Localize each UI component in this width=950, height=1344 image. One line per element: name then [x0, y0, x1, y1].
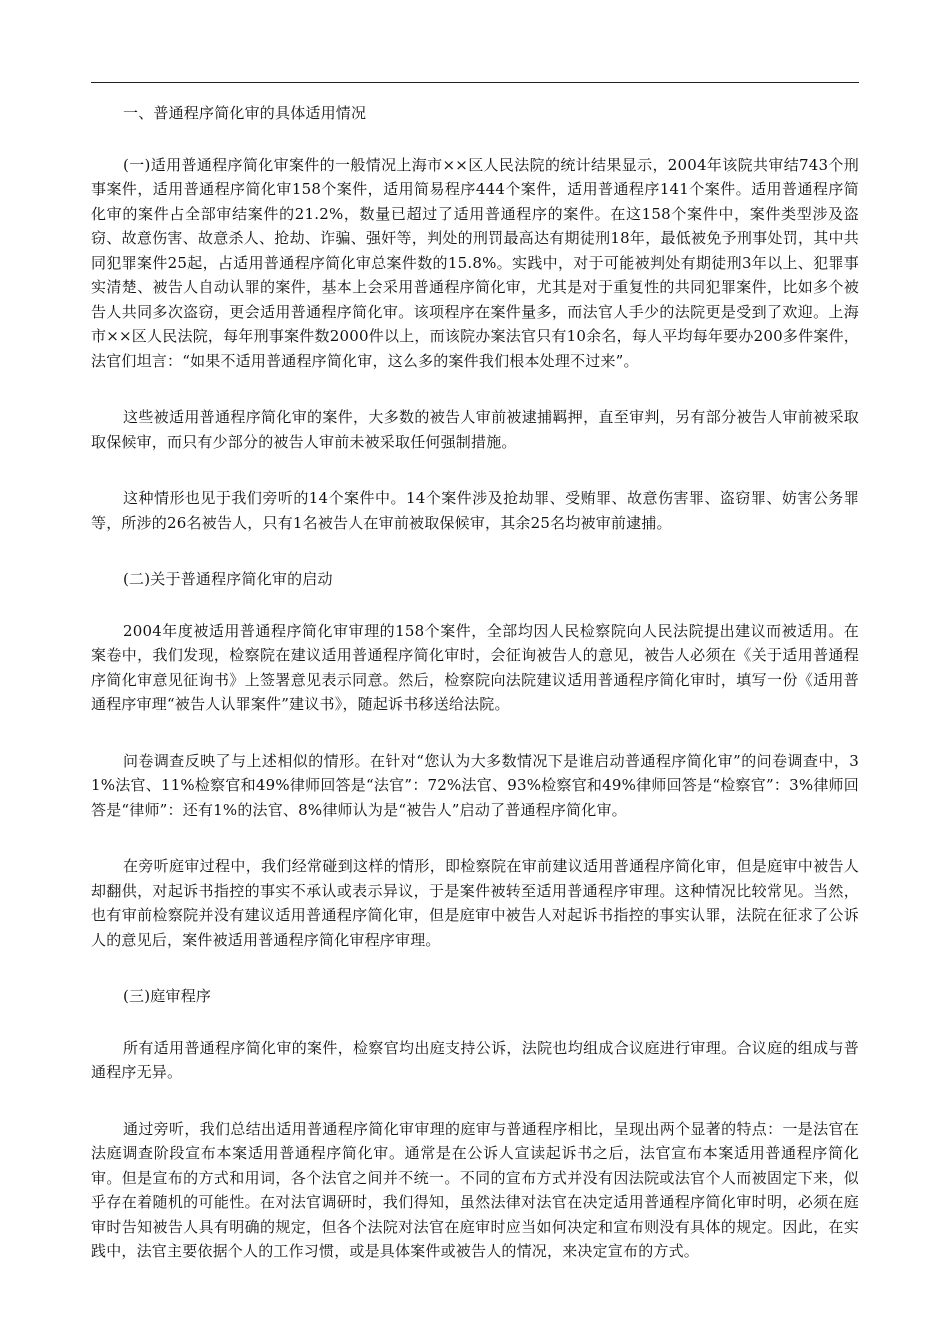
document-body [91, 101, 859, 1296]
paragraph-collegial-panel: 所有适用普通程序简化审的案件，检察官均出庭支持公诉，法院也均组成合议庭进行审理。合议庭的组成与普通程序无异。 [91, 1038, 859, 1081]
subsection-heading-3: (三)庭审程序 [123, 987, 212, 1005]
paragraph-pretrial-detention: 这些被适用普通程序简化审的案件，大多数的被告人审前被逮捕羁押，直至审判，另有部分被告人审前被采取取保候审，而只有少部分的被告人审前未被采取任何强制措施。 [91, 408, 859, 451]
section-heading-1: 一、普通程序简化审的具体适用情况 [123, 104, 367, 122]
paragraph-initiation: 2004年度被适用普通程序简化审审理的158个案件，全部均因人民检察院向人民法院提出建议而被适用。在案卷中，我们发现，检察院在建议适用普通程序简化审时，会征询被告人的意见，被告人必须在《关于适用普通程序简化审意见征询书》上签署意见表示同意。然后，检察院向法院建议适用普通程序简化审时，填写一份《适用普通程序审理“被告人认罪案件”建议书》，随起诉书移送给法院。 [91, 621, 859, 713]
paragraph-general-situation: (一)适用普通程序简化审案件的一般情况上海市××区人民法院的统计结果显示，2004年该院共审结743个刑事案件，适用普通程序简化审158个案件，适用简易程序444个案件，适用普通程序141个案件。适用普通程序简化审的案件占全部审结案件的21.2%，数量已超过了适用普通程序的案件。在这158个案件中，案件类型涉及盗窃、故意伤害、故意杀人、抢劫、诈骗、强奸等，判处的刑罚最高达有期徒刑18年，最低被免予刑事处罚，其中共同犯罪案件25起，占适用普通程序简化审总案件数的15.8%。实践中，对于可能被判处有期徒刑3年以上、犯罪事实清楚、被告人自动认罪的案件，基本上会采用普通程序简化审，尤其是对于重复性的共同犯罪案件，比如多个被告人共同多次盗窃，更会适用普通程序简化审。该项程序在案件量多，而法官人手少的法院更是受到了欢迎。上海市××区人民法院，每年刑事案件数2000件以上，而该院办案法官只有10余名，每人平均每年要办200多件案件，法官们坦言：“如果不适用普通程序简化审，这么多的案件我们根本处理不过来”。 [91, 155, 859, 370]
header-rule [91, 82, 859, 83]
paragraph-survey: 问卷调查反映了与上述相似的情形。在针对“您认为大多数情况下是谁启动普通程序简化审”的问卷调查中，31%法官、11%检察官和49%律师回答是“法官”：72%法官、93%检察官和49%律师回答是“检察官”：3%律师回答是“律师”：还有1%的法官、8%律师认为是“被告人”启动了普通程序简化审。 [91, 751, 859, 819]
subsection-heading-2: (二)关于普通程序简化审的启动 [123, 570, 333, 588]
paragraph-trial-observation: 在旁听庭审过程中，我们经常碰到这样的情形，即检察院在审前建议适用普通程序简化审，但是庭审中被告人却翻供，对起诉书指控的事实不承认或表示异议，于是案件被转至适用普通程序审理。这种情况比较常见。当然，也有审前检察院并没有建议适用普通程序简化审，但是庭审中被告人对起诉书指控的事实认罪，法院在征求了公诉人的意见后，案件被适用普通程序简化审程序审理。 [91, 857, 859, 949]
paragraph-observed-cases: 这种情形也见于我们旁听的14个案件中。14个案件涉及抢劫罪、受贿罪、故意伤害罪、盗窃罪、妨害公务罪等，所涉的26名被告人，只有1名被告人在审前被取保候审，其余25名均被审前逮捕。 [91, 489, 859, 532]
paragraph-trial-features: 通过旁听，我们总结出适用普通程序简化审审理的庭审与普通程序相比，呈现出两个显著的特点：一是法官在法庭调查阶段宣布本案适用普通程序简化审。通常是在公诉人宣读起诉书之后，法官宣布本案适用普通程序简化审。但是宣布的方式和用词，各个法官之间并不统一。不同的宣布方式并没有因法院或法官个人而被固定下来，似乎存在着随机的可能性。在对法官调研时，我们得知，虽然法律对法官在决定适用普通程序简化审时明，必须在庭审时告知被告人具有明确的规定，但各个法院对法官在庭审时应当如何决定和宣布则没有具体的规定。因此，在实践中，法官主要依据个人的工作习惯，或是具体案件或被告人的情况，来决定宣布的方式。 [91, 1119, 859, 1260]
